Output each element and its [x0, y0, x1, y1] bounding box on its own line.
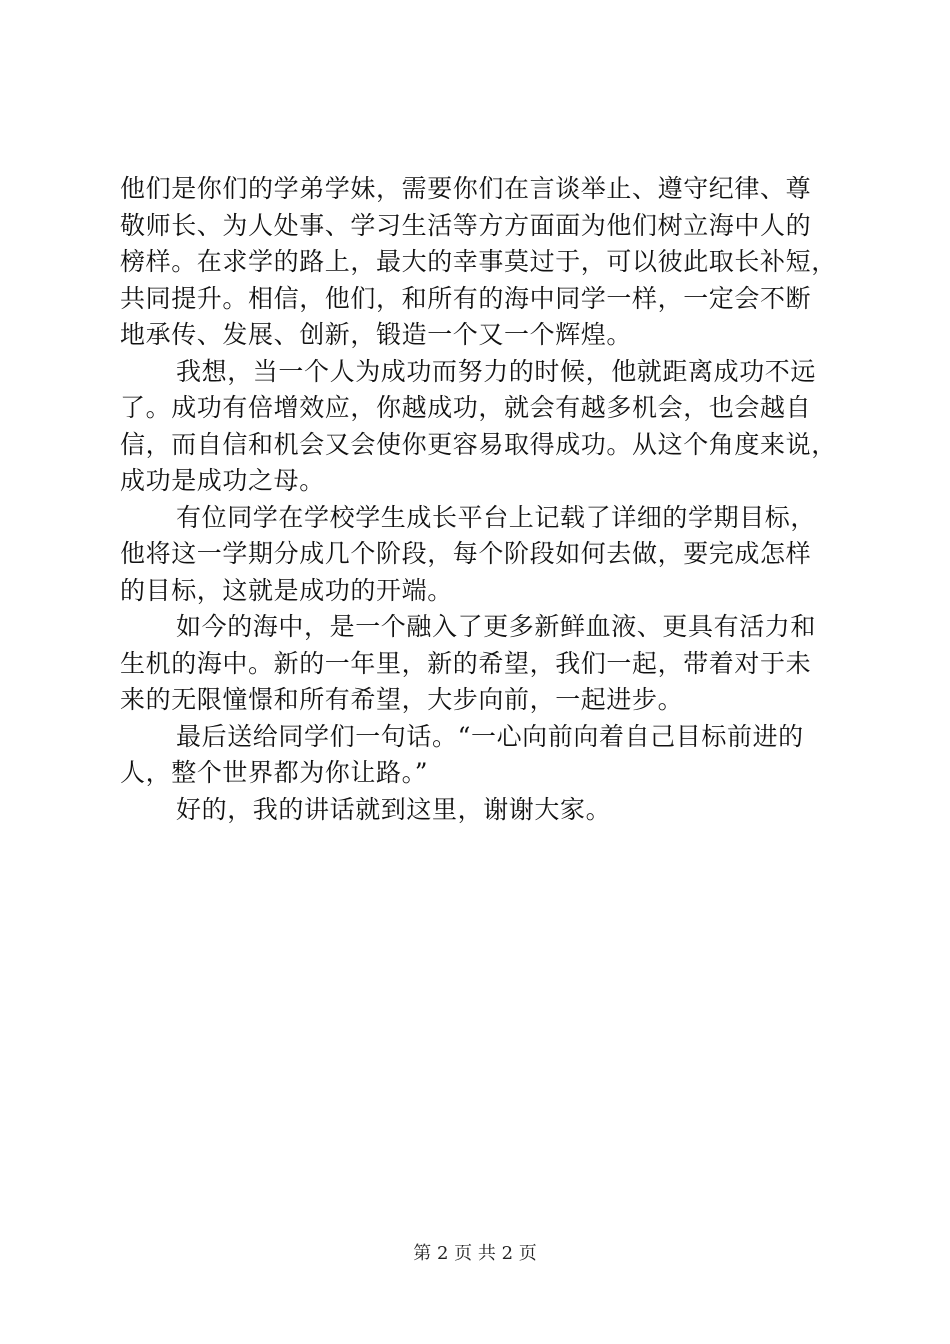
- text-line: 共同提升。相信，他们，和所有的海中同学一样，一定会不断: [120, 283, 812, 313]
- document-body: [120, 171, 835, 828]
- paragraph-3: [120, 500, 835, 610]
- text-line: 来的无限憧憬和所有希望，大步向前，一起进步。: [120, 685, 684, 714]
- text-line: 人，整个世界都为你让路。”: [120, 758, 429, 787]
- paragraph-1: [120, 171, 835, 354]
- text-line: 生机的海中。新的一年里，新的希望，我们一起，带着对于未: [120, 648, 812, 678]
- text-line: 榜样。在求学的路上，最大的幸事莫过于，可以彼此取长补短，: [120, 247, 837, 276]
- text-line: 信，而自信和机会又会使你更容易取得成功。从这个角度来说，: [120, 429, 837, 459]
- text-line: 有位同学在学校学生成长平台上记载了详细的学期目标，: [176, 502, 817, 532]
- paragraph-2: [120, 354, 835, 500]
- text-line: 最后送给同学们一句话。“一心向前向着自己目标前进的: [176, 721, 804, 751]
- text-line: 他们是你们的学弟学妹，需要你们在言谈举止、遵守纪律、尊: [120, 174, 812, 203]
- text-line: 了。成功有倍增效应，你越成功，就会有越多机会，也会越自: [120, 393, 812, 422]
- text-line: 我想，当一个人为成功而努力的时候，他就距离成功不远: [176, 356, 817, 386]
- text-line: 敬师长、为人处事、学习生活等方方面面为他们树立海中人的: [120, 210, 812, 240]
- paragraph-4: [120, 609, 835, 719]
- text-line: 如今的海中，是一个融入了更多新鲜血液、更具有活力和: [176, 612, 817, 641]
- text-line: 成功是成功之母。: [120, 466, 325, 495]
- page-footer: 第 2 页 共 2 页: [413, 1243, 537, 1264]
- paragraph-6: [120, 792, 835, 829]
- text-line: 他将这一学期分成几个阶段，每个阶段如何去做，要完成怎样: [120, 539, 812, 568]
- paragraph-5: [120, 719, 835, 792]
- text-line: 好的，我的讲话就到这里，谢谢大家。: [176, 794, 612, 824]
- text-line: 的目标，这就是成功的开端。: [120, 575, 453, 605]
- text-line: 地承传、发展、创新，锻造一个又一个辉煌。: [120, 320, 633, 349]
